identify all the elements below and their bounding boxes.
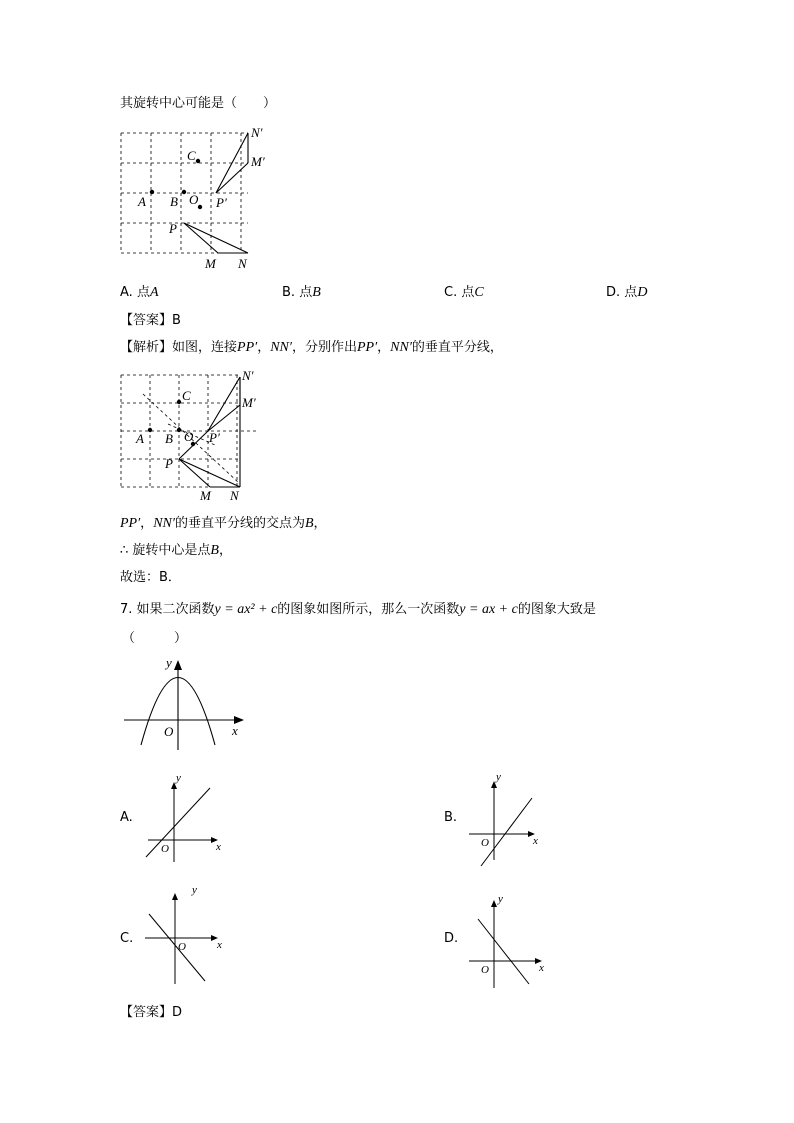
q6-option-b: B. 点B	[282, 285, 321, 300]
option-d-x: x	[539, 962, 544, 974]
q6-option-a: A. 点A	[120, 285, 159, 300]
label-P: P	[169, 221, 177, 236]
option-a-x: x	[216, 841, 221, 853]
label-M: M	[205, 256, 216, 271]
q7-answer: 【答案】D	[120, 1005, 183, 1020]
q7-option-a-label: A.	[120, 810, 133, 825]
q6-stem: 其旋转中心可能是（ ）	[120, 96, 277, 111]
label-M-prime: M′	[251, 154, 265, 169]
q7-option-d-label: D.	[444, 931, 459, 946]
label2-P-prime: P′	[209, 430, 220, 445]
q6-conclusion: 故选：B．	[120, 570, 181, 585]
option-d-origin: O	[481, 964, 489, 976]
q6-analysis-line2: PP′，NN′的垂直平分线的交点为B，	[120, 516, 327, 531]
label-O: O	[189, 192, 199, 207]
label-B: B	[170, 194, 178, 209]
option-b-origin: O	[481, 837, 489, 849]
q7-paren: （ ）	[122, 631, 188, 646]
q7-stem: 7. 如果二次函数y = ax² + c的图象如图所示，那么一次函数y = ax + c的图象大致是	[120, 602, 596, 617]
label2-M-prime: M′	[242, 395, 256, 410]
label2-N: N	[230, 488, 239, 503]
label-C: C	[187, 148, 196, 163]
label2-C: C	[182, 388, 191, 403]
option-a-origin: O	[161, 843, 169, 855]
q6-analysis-line1: 【解析】如图，连接PP′，NN′，分别作出PP′，NN′的垂直平分线，	[120, 340, 503, 355]
label2-B: B	[165, 431, 173, 446]
q6-analysis-line3: ∴ 旋转中心是点B，	[120, 543, 232, 558]
parabola-origin: O	[164, 724, 174, 739]
q6-answer: 【答案】B	[120, 313, 181, 328]
parabola-y-label: y	[166, 655, 172, 670]
option-b-y: y	[496, 771, 501, 783]
label2-O: O	[184, 429, 194, 444]
q7-option-b-label: B.	[444, 810, 458, 825]
label-P-prime: P′	[216, 195, 227, 210]
option-b-x: x	[533, 835, 538, 847]
parabola-x-label: x	[232, 723, 238, 738]
label2-A: A	[136, 431, 144, 446]
label2-P: P	[165, 456, 173, 471]
label-N: N	[238, 256, 247, 271]
option-c-origin: O	[178, 941, 186, 953]
option-c-x: x	[217, 939, 222, 951]
q6-option-c: C. 点C	[444, 285, 484, 300]
option-c-y: y	[192, 884, 197, 896]
label-N-prime: N′	[251, 125, 263, 140]
label2-N-prime: N′	[242, 368, 254, 383]
q6-option-d: D. 点D	[606, 285, 648, 300]
label-A: A	[138, 194, 146, 209]
label2-M: M	[200, 488, 211, 503]
option-a-y: y	[176, 772, 181, 784]
q7-option-c-label: C.	[120, 931, 134, 946]
option-d-y: y	[498, 893, 503, 905]
